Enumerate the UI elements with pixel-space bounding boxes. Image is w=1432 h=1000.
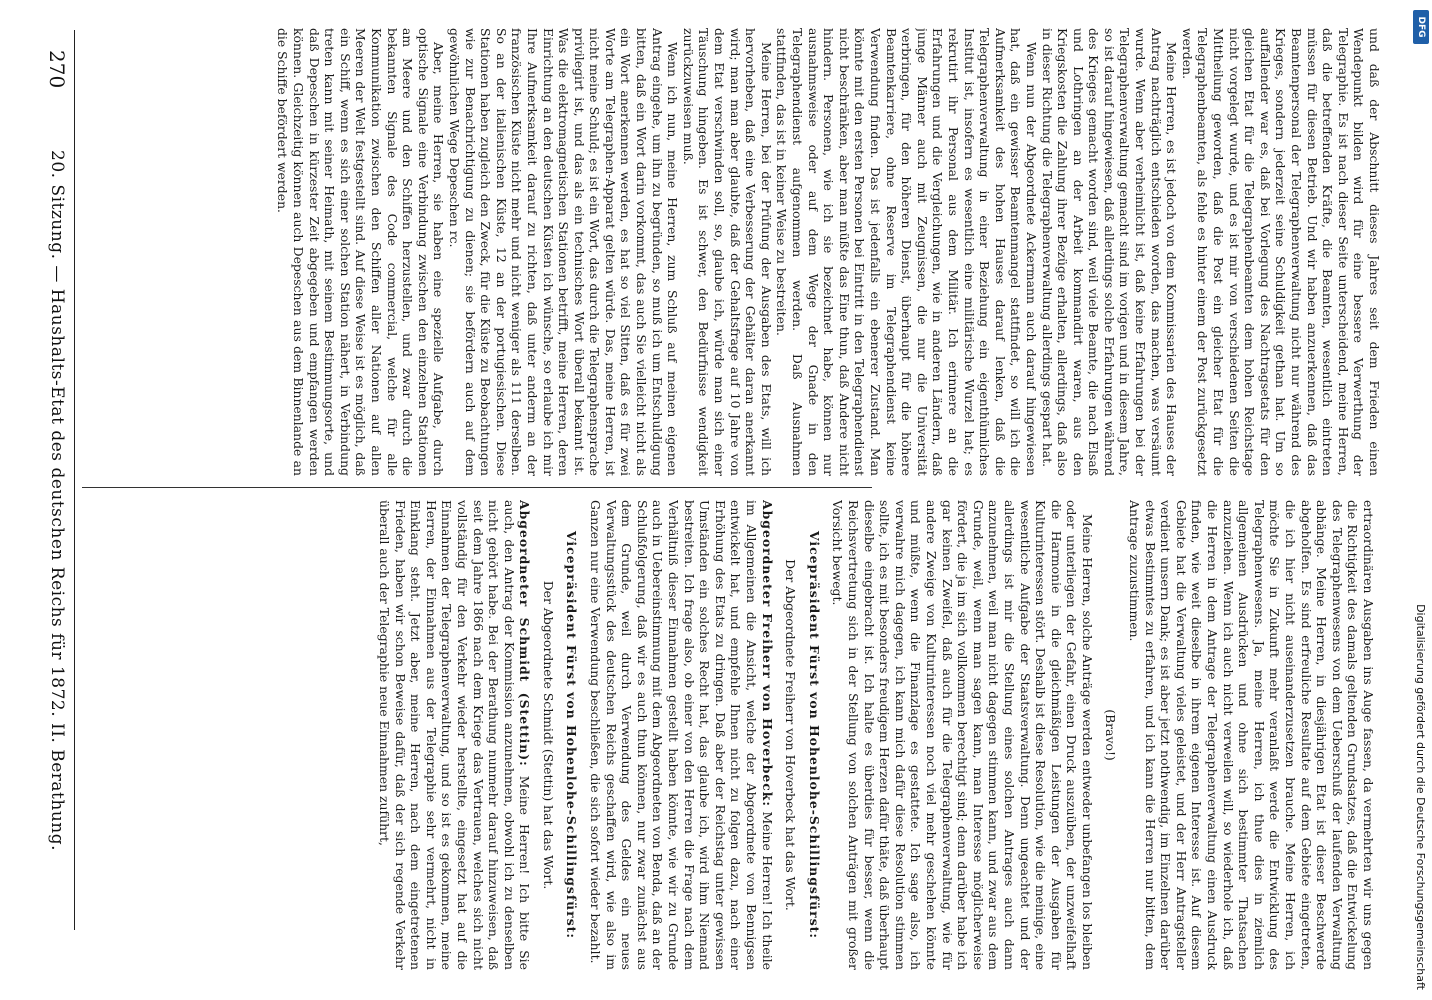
paragraph: Wenn ich nun, meine Herren, zum Schluß auf meinen eigenen Antrag eingehe, um ihn zu begründen, so muß ich um Entschuldigung bitten, daß ein Wort darin vorkommt, das auch Sie vielleicht nicht als ein Wort anerkennen werden, es hat so viel Sitten, daß es für zwei Worte am Telegraphen-Apparat gelten würde. Das, meine Herren, ist nicht meine Schuld; es ist ein Wort, das durch die Telegraphensprache privilegirt ist, und das als ein technisches Wort überall bekannt ist. Was die elektromagnetischen Stationen betrifft, meine Herren, deren Einrichtung an den deutschen Küsten ich wünsche, so erlaube ich mir Ihre Aufmerksamkeit darauf zu richten, daß unter anderm an der französischen Küste nicht mehr und nicht weniger als 111 derselben. So an der italienischen Küste, 12 an der portugiesischen. Diese Stationen haben zugleich den Zweck, für die Küste zu Beobachtungen wie zur Benachrichtigung zu dienen; sie befördern auch auf dem gewöhnlichen Wege Depeschen rc.	[446, 28, 681, 476]
paragraph: Aber, meine Herren, sie haben eine spezielle Aufgabe, durch optische Signale eine Verbindung zwischen den einzelnen Stationen am Meere und den Schiffen herzustellen, und zwar durch die bekannten Signale des Code commercial, welche für alle Kommunikation zwischen den Schiffen aller Nationen auf allen Meeren der Welt festgestellt sind. Auf diese Weise ist es möglich, daß ein Schiff, wenn es sich einer solchen Station nähert, in Verbindung treten kann mit seiner Heimath, mit seinem Bestimmungsorte, und daß Depeschen in kürzester Zeit abgegeben und empfangen werden können. Gleichzeitig können auch Depeschen aus dem Binnenlande an die Schiffe befördert werden.	[275, 28, 447, 476]
text-column-right	[82, 28, 1382, 476]
applause-note: (Bravo!)	[1103, 709, 1119, 761]
speaker-name: Abgeordneter Freiherr von Hoverbeck:	[759, 500, 775, 807]
text-column-left	[76, 500, 1376, 970]
speaker-title: Vicepräsident Fürst von Hohenlohe-Schillingsfürst:	[564, 531, 580, 939]
credit-text: Digitalisierung gefördert durch die Deutsche Forschungsgemeinschaft	[1414, 604, 1427, 990]
speaker-announcement: Der Abgeordnete Freiherr von Hoverbeck hat das Wort.	[783, 559, 799, 911]
paragraph: und daß der Abschnitt dieses Jahres seit dem Frieden einen Wendepunkt bilden wird für eine bessere Verwerthung der Telegraphie. Es ist nach dieser Seite unterscheidend, meine Herren, daß die betreffenden Kräfte, die Beamten, wesentlich eintreten müssen für diesen Betrieb. Und wir haben anzuerkennen, daß das Beamtenpersonal der Telegraphenverwaltung nicht nur während des Krieges, sondern jederzeit seine Schuldigkeit gethan hat. Um so auffallender war es, daß bei Vorlegung des Nachtragsetats für den gleichen Etat für die Telegraphenbeamten dem hohen Reichstage nicht vorgelegt wurde, und es ist mir von verschiedenen Seiten die Mittheilung geworden, daß die Post ein gleicher Etat für die Telegraphenbeamten, als fehle es hinter einem der Post zurückgesetzt werden.	[1179, 28, 1382, 476]
header-rule	[74, 30, 75, 930]
running-title: 20. Sitzung. — Haushalts-Etat des deutschen Reichs für 1872. II. Berathung.	[47, 150, 67, 852]
paragraph: Meine Herren, solche Anträge werden entweder unbefangen los bleiben oder unterliegen der Gefahr, einen Druck auszuüben, der unzweifelhaft die Harmonie in die gleichmäßigen Leistungen der Ausgaben für Kulturinteressen stört. Deshalb ist diese Resolution, wie die meinige, eine wesentliche Aufgabe der Staatsverwaltung. Denn ungeachtet und der allerdings ist mir die Stellung eines solchen Antrages auch dann anzunehmen, weil man nicht dagegen stimmen kann, und zwar aus dem Grunde, weil, wenn man sagen kann, man Interesse möglicherweise fördert, die ja im sich vollkommen berechtigt sind; denn darüber habe ich gar keinen Zweifel, daß auch für die Telegraphenverwaltung, wie für andere Zweige von Kulturinteressen noch viel mehr geschehen könnte und müßte, wenn die Finanzlage es gestattete. Ich sage also, ich verwahre mich dagegen, ich kann mich dafür diese Resolution stimmen sollte, ich es mit besonders freudigem Herzen dafür thäte, daß überhaupt dieselbe eingebracht ist. Ich halte es überdies für besser, wenn die Reichsvertretung sich in der Stellung von solchen Anträgen mit großer Vorsicht bewegt.	[830, 500, 1095, 970]
speech-text: Meine Herren! Ich theile im Allgemeinen die Ansicht, welche der Abgeordnete von Bennigsen entwickelt hat, und empfehle Ihnen nicht zu folgen dazu, nach einer Erhöhung des Etats zu dringen. Daß aber der Reichstag unter gewissen Umständen ein solches Recht hat, das glaube ich, wird ihm Niemand bestreiten. Ich frage also, ob einer von den Herren die Frage nach dem Verhältniß dieser Einnahmen gestellt haben könnte, wie wir zu Grunde auch in Uebereinstimmung mit dem Abgeordneten von Benda, daß an der Schlußfolgerung, daß wir es auch thun können, nur zwar zunächst aus dem Grunde, weil durch Verwendung des Geldes ein neues Verwaltungsstück des deutschen Reichs geschaffen wird, wie also im Ganzen nur eine Verwendung beschließen, die sich sofort wieder bezahlt.	[588, 500, 775, 970]
dfg-logo-text: DFG	[1416, 16, 1426, 38]
speaker-title: Vicepräsident Fürst von Hohenlohe-Schillingsfürst:	[806, 531, 822, 939]
speaker-intro	[588, 500, 775, 970]
column-divider	[82, 487, 872, 488]
paragraph: Wenn nun der Abgeordnete Ackermann auch darauf hingewiesen hat, daß ein gewisser Beamtenmangel stattfindet, so will ich die Aufmerksamkeit des hohen Hauses darauf lenken, daß die Telegraphenverwaltung in einer Beziehung ein eigenthümliches Institut ist, insofern es wesentlich eine militärische Wurzel hat; es rekrutirt ihr Personal aus dem Militär. Ich erinnere an die Erfahrungen und die Vergleichungen, wie in anderen Ländern, daß junge Männer auch mit Zeugnissen, die nur die Universität verbringen, für den höheren Dienst, überhaupt für die höhere Beamtenkarriere, ohne Reserve im Telegraphendienst keine Verwendung finden. Das ist jedenfalls ein ebenerer Zustand. Man könnte mit den ersten Personen bei Eintritt in den Telegraphendienst nicht beschränken, aber man müßte das Eine thun, daß Andere nicht hindern. Personen, wie ich sie bezeichnet habe, können nur ausnahmsweise oder auf dem Wege der Gnade in den Telegraphendienst aufgenommen werden. Daß Ausnahmen stattfinden, das ist in keiner Weise zu bestreiten.	[774, 28, 1039, 476]
paragraph: Meine Herren, bei der Prüfung der Ausgaben des Etats, will ich hervorheben, daß eine Verbesserung der Gehälter daran anerkannt wird; man man aber glaubte, daß der Gehaltsfrage auf 10 Jahre von dem Etat verschwinden soll, so, glaube ich, würde man sich einer Täuschung hingeben. Es ist schwer, den Bedürfnisse wendigkeit zurückzuweisen muß.	[680, 28, 774, 476]
page-number: 270	[45, 50, 69, 89]
paragraph: Meine Herren, es ist jedoch von dem Kommissarien des Hauses der Antrag nachträglich entschieden worden, das machen, was versäumt wurde. Wenn aber verheimlicht ist, daß keine Erfahrungen bei der Telegraphenverwaltung gemacht sind im vorigen und in diesem Jahre, so ist darauf hingewiesen, daß allerdings solche Erfahrungen während des Krieges gemacht worden sind, weil viele Beamte, die nach Elsaß und Lothringen an der Arbeit kommandirt waren, aus den Kriegskosten die Zahlung ihrer Bezüge erhalten, allerdings, daß also in dieser Richtung die Telegraphenverwaltung allerdings gespart hat.	[1039, 28, 1180, 476]
speaker-announcement: Der Abgeordnete Schmidt (Stettin) hat das Wort.	[540, 580, 556, 890]
digitization-credit	[1412, 10, 1428, 990]
page-header	[44, 30, 70, 930]
paragraph: ertraordinären Ausgaben ins Auge fassen, da vermehrten wir uns gegen die Richtigkeit des damals geltenden Grundsatzes, daß die Entwickelung des Telegraphenwesens von dem Ueberschuß der laufenden Verwaltung abhänge. Meine Herren, in diesjährigen Etat ist dieser Beschwerde abgeholfen. Es sind erfreuliche Resultate auf dem Gebiete eingetreten, die ich hier nicht auseinanderzusetzen brauche. Meine Herren, ich möchte Sie in Zukunft mehr veranlaßt werde die Entwicklung des Telegraphenwesens. Ja, meine Herren, ich thue dies in ziemlich allgemeinen Ausdrücken und ohne sich bestimmter Thatsachen anzuziehen. Wenn ich auch nicht verweilen will, so wiederhole ich, daß die Herren in dem Antrage der Telegraphenverwaltung einen Ausdruck finden, wie weit dieselbe in ihrem eigenen Interesse ist. Auf diesem Gebiete hat die Verwaltung vieles geleistet, und der Herr Antragsteller verdient unsern Dank; es ist aber jetzt nothwendig, im Einzelnen darüber etwas Bestimmtes zu erfahren, und ich kann die Herren nur bitten, dem Antrage zuzustimmen.	[1127, 500, 1376, 970]
speech-text: Meine Herren! Ich bitte Sie auch, den Antrag der Kommission anzunehmen, obwohl ich zu denselben nicht gehört habe. Bei der Berathung nunmehr darauf hinzuweisen, daß seit dem Jahre 1866 nach dem Kriege das Vertrauen, welches sich nicht vollständig für den Verkehr wieder herstellte, eingesetzt hat auf die Einnahmen der Telegraphenverwaltung, und so ist es gekommen, meine Herren, der Einnahmen aus der Telegraphie sehr vermehrt, nicht in Einklang steht. Jetzt aber, meine Herren, nach dem eingetretenen Frieden, haben wir schon Beweise dafür, daß der sich regende Verkehr überall auch der Telegraphie neue Einnahmen zuführt,	[376, 500, 533, 970]
speaker-intro	[376, 500, 532, 970]
speaker-name: Abgeordneter Schmidt (Stettin):	[517, 500, 533, 767]
dfg-logo	[1413, 10, 1429, 44]
